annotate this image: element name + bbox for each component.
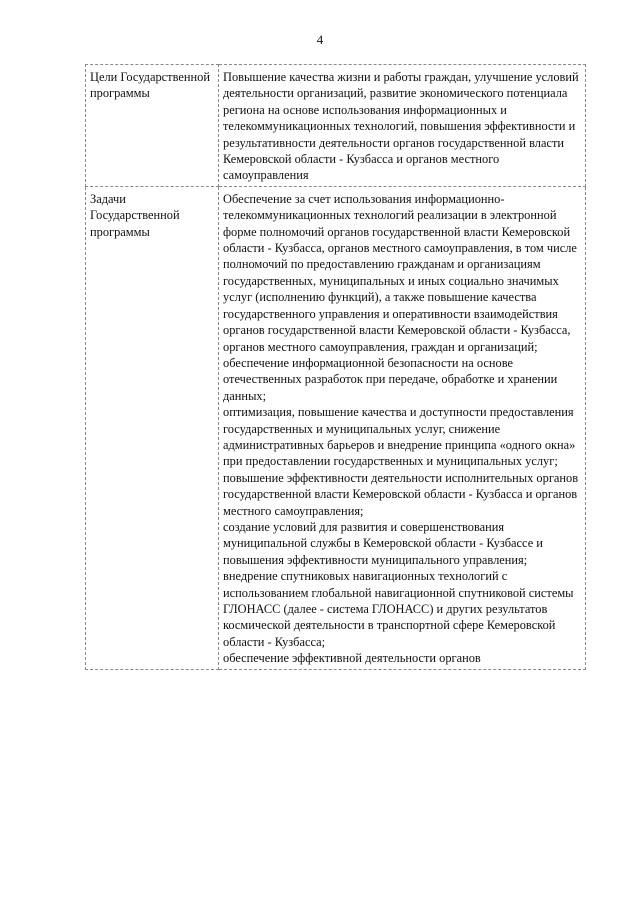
goals-paragraph: Повышение качества жизни и работы граждан, улучшение условий деятельности организаций, развитие экономического потенциала региона на основе использования информационных и телекоммуникационных технологий, повышения эффективности и результативности деятельности органов государственной власти Кемеровской области - Кузбасса и органов местного самоуправления (223, 70, 579, 183)
row-label-goals: Цели Государственной программы (86, 65, 219, 187)
program-passport-table (85, 64, 586, 670)
task-paragraph: внедрение спутниковых навигационных технологий с использованием глобальной навигационной спутниковой системы ГЛОНАСС (далее - система ГЛОНАСС) и других результатов космической деятельности в транспортной сфере Кемеровской области - Кузбасса; (223, 569, 574, 649)
table-row-goals (86, 65, 586, 187)
row-label-tasks: Задачи Государственной программы (86, 186, 219, 669)
task-paragraph: обеспечение эффективной деятельности органов (223, 651, 481, 666)
page-number: 4 (316, 32, 324, 47)
task-paragraph: Обеспечение за счет использования информационно-телекоммуникационных технологий реализации в электронной форме полномочий органов государственной власти Кемеровской области - Кузбасса, органов местного самоуправления, в том числе полномочий по предоставлению гражданам и организациям государственных, муниципальных и иных социально значимых услуг (исполнению функций), а также повышение качества государственного управления и оперативности взаимодействия органов государственной власти Кемеровской области - Кузбасса, органов местного самоуправления, граждан и организаций; (223, 191, 577, 354)
task-paragraph: повышение эффективности деятельности исполнительных органов государственной власти Кемеровской области - Кузбасса и органов местного самоуправления; (223, 470, 579, 518)
row-content-goals (219, 65, 586, 187)
table-row-tasks (86, 186, 586, 669)
task-paragraph: оптимизация, повышение качества и доступности предоставления государственных и муниципальных услуг, снижение административных барьеров и внедрение принципа «одного окна» при предоставлении государственных и муниципальных услуг; (223, 405, 576, 469)
task-paragraph: обеспечение информационной безопасности на основе отечественных разработок при передаче, обработке и хранении данных; (223, 355, 558, 403)
task-paragraph: создание условий для развития и совершенствования муниципальной службы в Кемеровской области - Кузбассе и повышения эффективности муниципального управления; (223, 519, 543, 567)
row-content-tasks (219, 186, 586, 669)
